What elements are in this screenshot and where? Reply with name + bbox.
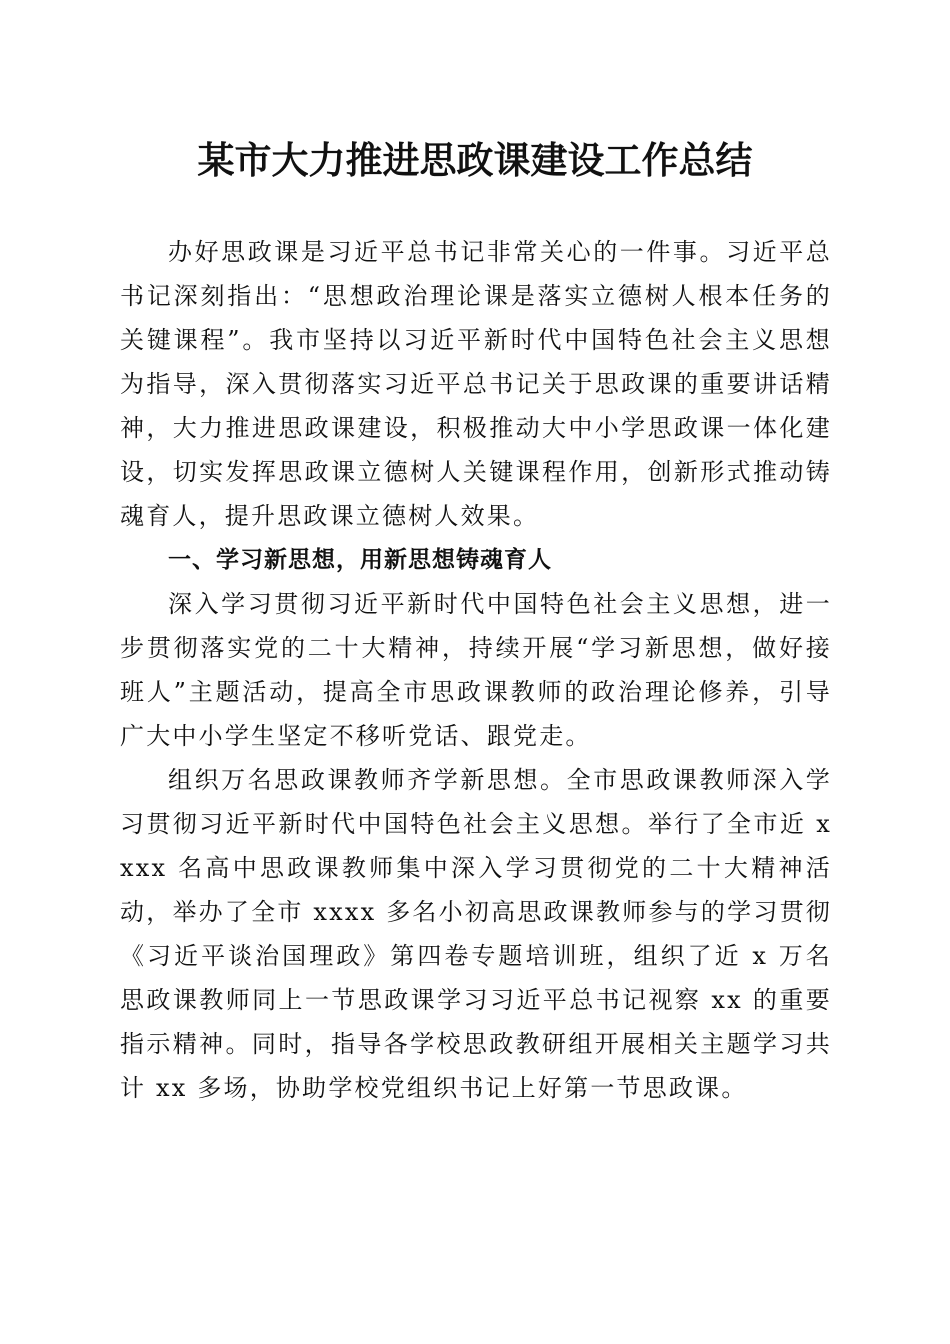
- section-1-paragraph-1: 深入学习贯彻习近平新时代中国特色社会主义思想，进一步贯彻落实党的二十大精神，持续开展“学习新思想，做好接班人”主题活动，提高全市思政课教师的政治理论修养，引导广大中小学生坚定不移听党话、跟党走。: [120, 590, 832, 750]
- intro-paragraph: 办好思政课是习近平总书记非常关心的一件事。习近平总书记深刻指出：“思想政治理论课是落实立德树人根本任务的关键课程”。我市坚持以习近平新时代中国特色社会主义思想为指导，深入贯彻落实习近平总书记关于思政课的重要讲话精神，大力推进思政课建设，积极推动大中小学思政课一体化建设，切实发挥思政课立德树人关键课程作用，创新形式推动铸魂育人，提升思政课立德树人效果。: [120, 238, 832, 530]
- section-1-paragraph-2: 组织万名思政课教师齐学新思想。全市思政课教师深入学习贯彻习近平新时代中国特色社会主义思想。举行了全市近 xxxx 名高中思政课教师集中深入学习贯彻党的二十大精神活动，举办了全市 xxxx 多名小初高思政课教师参与的学习贯彻《习近平谈治国理政》第四卷专题培训班，组织了近 x 万名思政课教师同上一节思政课学习习近平总书记视察 xx 的重要指示精神。同时，指导各学校思政教研组开展相关主题学习共计 xx 多场，协助学校党组织书记上好第一节思政课。: [120, 766, 832, 1102]
- document-body: [120, 230, 832, 1110]
- section-1-heading: 一、学习新思想，用新思想铸魂育人: [168, 547, 552, 573]
- document-title: 某市大力推进思政课建设工作总结: [197, 138, 753, 182]
